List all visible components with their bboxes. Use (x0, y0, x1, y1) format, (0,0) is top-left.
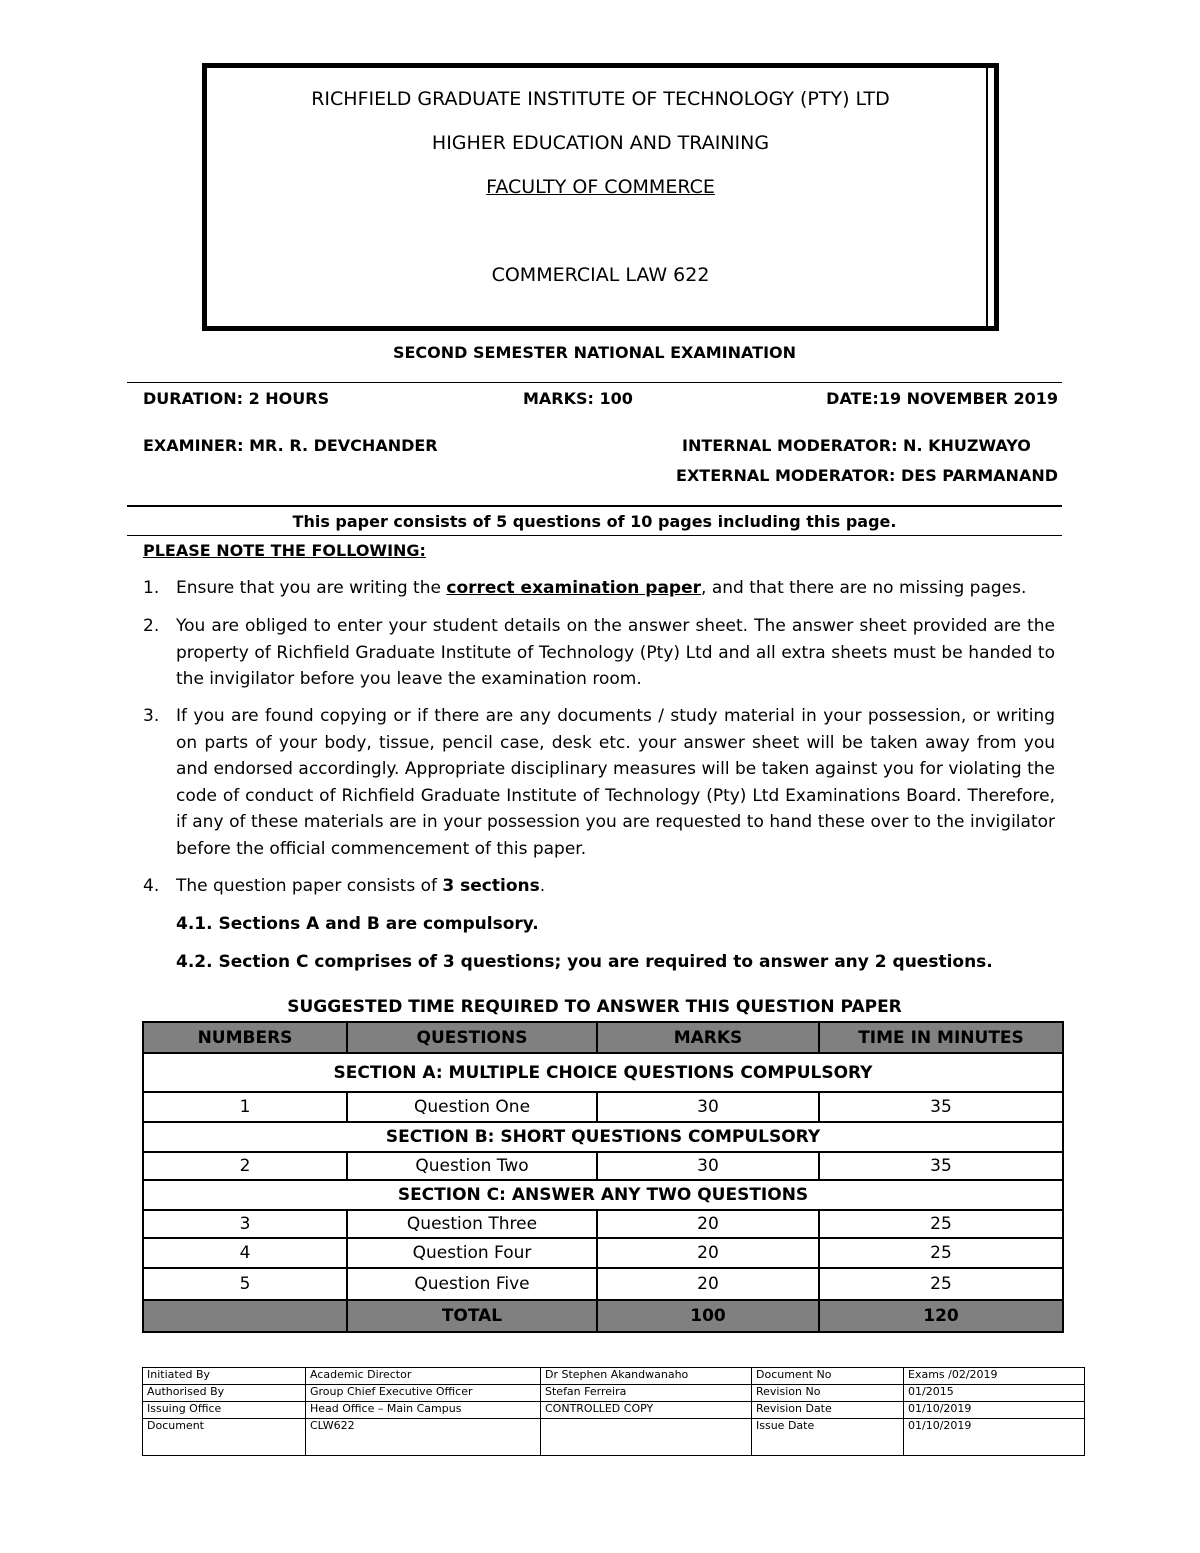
cell: Exams /02/2019 (904, 1368, 1085, 1385)
cell: Dr Stephen Akandwanaho (541, 1368, 752, 1385)
table-row (143, 1402, 1085, 1419)
cell-question: Question Two (347, 1152, 597, 1180)
note-text: You are obliged to enter your student details on the answer sheet. The answer sheet provided are the property of Richfield Graduate Institute of Technology (Pty) Ltd and all extra sheets must be handed to the invigilator before you leave the examination room. (176, 616, 1055, 689)
item-number: 2. (143, 616, 160, 636)
note-item-4 (143, 873, 1055, 900)
cell-marks: 20 (597, 1238, 819, 1268)
duration: DURATION: 2 HOURS (143, 389, 330, 408)
cell-time: 35 (819, 1152, 1063, 1180)
cell: Initiated By (143, 1368, 306, 1385)
cell-time: 35 (819, 1092, 1063, 1122)
internal-moderator: INTERNAL MODERATOR: N. KHUZWAYO (682, 436, 1031, 455)
cell-marks: 20 (597, 1210, 819, 1238)
cell: Stefan Ferreira (541, 1385, 752, 1402)
cell-number: 3 (143, 1210, 347, 1238)
item-number: 3. (143, 706, 160, 726)
faculty-name: FACULTY OF COMMERCE (486, 176, 715, 198)
section-c-heading: SECTION C: ANSWER ANY TWO QUESTIONS (143, 1180, 1063, 1210)
cell-time: 25 (819, 1210, 1063, 1238)
divider (127, 382, 1062, 383)
note-emphasis: 3 sections (442, 876, 540, 896)
cell-question: Question Three (347, 1210, 597, 1238)
document-control-table (142, 1367, 1085, 1456)
note-sub-item-2: 4.2. Section C comprises of 3 questions; you are required to answer any 2 questions. (176, 952, 993, 972)
table-row (143, 1268, 1063, 1300)
header-box (202, 63, 999, 331)
exam-title: SECOND SEMESTER NATIONAL EXAMINATION (392, 343, 797, 362)
examiner: EXAMINER: MR. R. DEVCHANDER (143, 436, 438, 455)
cell-time: 25 (819, 1238, 1063, 1268)
cell: Document (143, 1419, 306, 1456)
note-text: , and that there are no missing pages. (701, 578, 1027, 598)
note-text: The question paper consists of (176, 876, 443, 896)
institution-subtitle: HIGHER EDUCATION AND TRAINING (431, 132, 770, 154)
header-numbers: NUMBERS (143, 1022, 347, 1053)
note-text: . (539, 876, 546, 896)
cell-number (143, 1300, 347, 1332)
cell-marks: 30 (597, 1152, 819, 1180)
table-row (143, 1152, 1063, 1180)
section-a-heading: SECTION A: MULTIPLE CHOICE QUESTIONS COMPULSORY (143, 1053, 1063, 1092)
cell: 01/2015 (904, 1385, 1085, 1402)
cell-number: 1 (143, 1092, 347, 1122)
cell: Head Office – Main Campus (306, 1402, 541, 1419)
cell-number: 4 (143, 1238, 347, 1268)
paper-note: This paper consists of 5 questions of 10 pages including this page. (292, 512, 897, 531)
cell-marks: 20 (597, 1268, 819, 1300)
item-number: 1. (143, 578, 160, 598)
cell: Issuing Office (143, 1402, 306, 1419)
cell: CLW622 (306, 1419, 541, 1456)
cell-number: 5 (143, 1268, 347, 1300)
external-moderator: EXTERNAL MODERATOR: DES PARMANAND (676, 466, 1058, 485)
table-row (143, 1368, 1085, 1385)
header-marks: MARKS (597, 1022, 819, 1053)
note-sub-item-1: 4.1. Sections A and B are compulsory. (176, 914, 539, 934)
time-table-title: SUGGESTED TIME REQUIRED TO ANSWER THIS QUESTION PAPER (287, 997, 902, 1017)
note-item-1 (143, 575, 1055, 602)
table-row (143, 1210, 1063, 1238)
time-table (142, 1021, 1064, 1333)
marks: MARKS: 100 (523, 389, 633, 408)
cell: Group Chief Executive Officer (306, 1385, 541, 1402)
cell: Revision Date (752, 1402, 904, 1419)
notes-title: PLEASE NOTE THE FOLLOWING: (143, 541, 426, 560)
header-questions: QUESTIONS (347, 1022, 597, 1053)
divider (127, 505, 1062, 507)
note-emphasis: correct examination paper (446, 578, 702, 598)
total-marks: 100 (597, 1300, 819, 1332)
cell: 01/10/2019 (904, 1419, 1085, 1456)
cell-question: Question Four (347, 1238, 597, 1268)
header-time: TIME IN MINUTES (819, 1022, 1063, 1053)
cell-time: 25 (819, 1268, 1063, 1300)
exam-date: DATE:19 NOVEMBER 2019 (826, 389, 1058, 408)
cell: Academic Director (306, 1368, 541, 1385)
cell: Issue Date (752, 1419, 904, 1456)
cell-question: Question One (347, 1092, 597, 1122)
cell-number: 2 (143, 1152, 347, 1180)
cell (541, 1419, 752, 1456)
note-text: If you are found copying or if there are any documents / study material in your possession, or writing on parts of your body, tissue, pencil case, desk etc. your answer sheet will be taken away from you and endorsed accordingly. Appropriate disciplinary measures will be taken against you for violating the code of conduct of Richfield Graduate Institute of Technology (Pty) Ltd Examinations Board. Therefore, if any of these materials are in your possession you are requested to hand these over to the invigilator before the official commencement of this paper. (176, 706, 1055, 859)
cell: Document No (752, 1368, 904, 1385)
total-time: 120 (819, 1300, 1063, 1332)
note-text: Ensure that you are writing the (176, 578, 447, 598)
divider (127, 535, 1062, 536)
cell-question: Question Five (347, 1268, 597, 1300)
note-item-3 (143, 703, 1055, 862)
cell: CONTROLLED COPY (541, 1402, 752, 1419)
item-number: 4. (143, 876, 160, 896)
section-b-heading: SECTION B: SHORT QUESTIONS COMPULSORY (143, 1122, 1063, 1152)
cell-marks: 30 (597, 1092, 819, 1122)
note-item-2 (143, 613, 1055, 693)
cell: 01/10/2019 (904, 1402, 1085, 1419)
cell: Authorised By (143, 1385, 306, 1402)
table-row (143, 1419, 1085, 1456)
cell: Revision No (752, 1385, 904, 1402)
table-row (143, 1385, 1085, 1402)
total-row (143, 1300, 1063, 1332)
total-label: TOTAL (347, 1300, 597, 1332)
institution-name: RICHFIELD GRADUATE INSTITUTE OF TECHNOLOGY (PTY) LTD (311, 88, 890, 110)
course-name: COMMERCIAL LAW 622 (491, 264, 710, 286)
table-row (143, 1092, 1063, 1122)
table-row (143, 1238, 1063, 1268)
